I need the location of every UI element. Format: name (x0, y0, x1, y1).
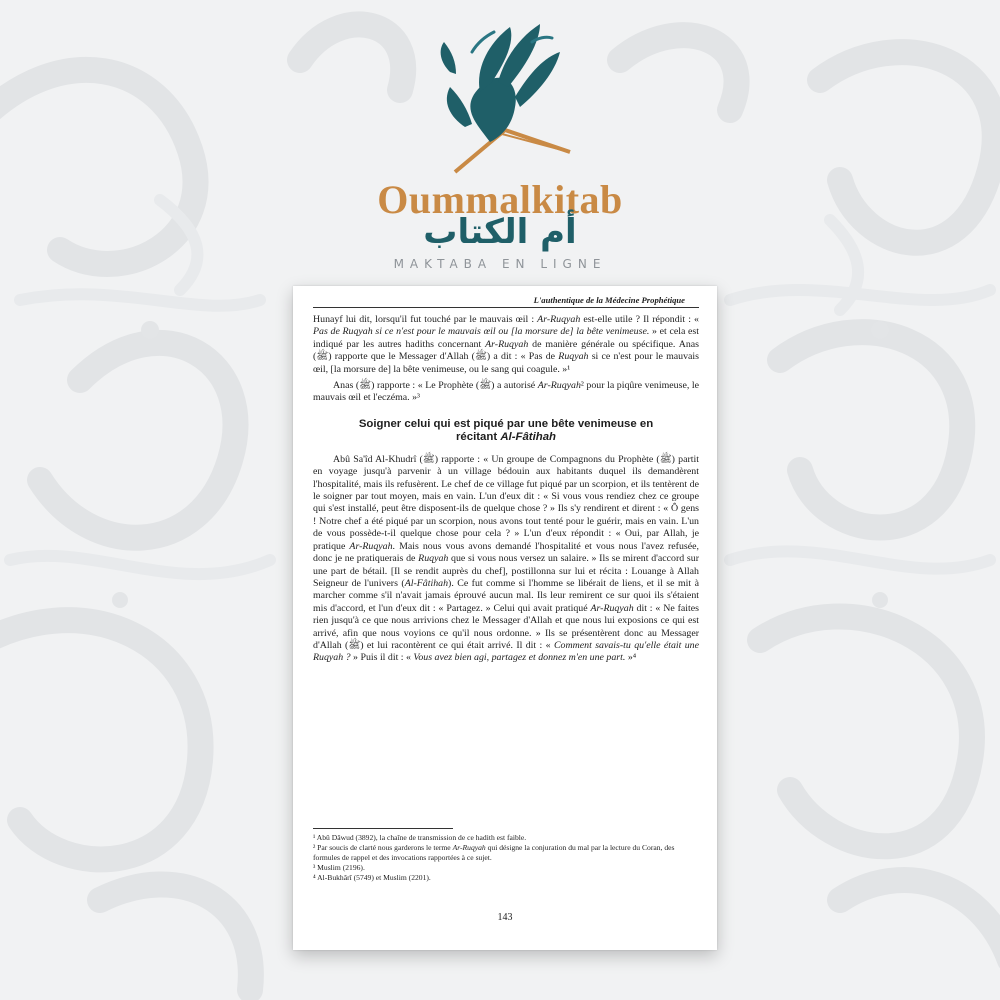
footnote-rule (313, 828, 453, 829)
heading-prefix: récitant (456, 430, 501, 443)
section-heading-line2 (323, 431, 689, 444)
body-paragraph: Anas (ﷺ) rapporte : « Le Prophète (ﷺ) a autorisé Ar-Ruqyah² pour la piqûre venimeuse, le mauvais œil et l'eczéma. »³ (313, 380, 699, 404)
italic-text: Ar-Ruqyah (349, 540, 393, 552)
italic-text: Ar-Ruqyah (537, 314, 581, 325)
footnote: ² Par soucis de clarté nous garderons le terme Ar-Ruqyah qui désigne la conjuration du mal par la lecture du Coran, des formules de rappel et des invocations rapportées à ce sujet. (313, 843, 675, 862)
italic-text: Ar-Ruqyah (452, 843, 486, 852)
brand-name-latin: Oummalkitab (377, 177, 623, 222)
italic-text: Vous avez bien agi, partagez et donnez m'en une part. (413, 652, 626, 664)
calligraphy-logo-icon (420, 12, 580, 182)
brand-subtitle: MAKTABA EN LIGNE (393, 257, 607, 271)
body-paragraph: Hunayf lui dit, lorsqu'il fut touché par le mauvais œil : Ar-Ruqyah est-elle utile ? Il répondit : « Pas de Ruqyah si ce n'est pour le mauvais œil ou [la morsure de] la bête venimeuse. » et cela est indiqué par les autres hadiths concernant Ar-Ruqyah de manière générale ou spécifique. Anas (ﷺ) rapporte que le Messager d'Allah (ﷺ) a dit : « Pas de Ruqyah si ce n'est pour le mauvais œil, [la morsure de] la bête venimeuse, ou le sang qui coagule. »¹ (313, 314, 699, 375)
footnote: ⁴ Al-Bukhârî (5749) et Muslim (2201). (313, 873, 431, 882)
section-heading-line1: Soigner celui qui est piqué par une bête venimeuse en (358, 417, 654, 430)
italic-text: Pas de Ruqyah si ce n'est pour le mauvais œil ou [la morsure de] la bête venimeuse. (313, 326, 650, 338)
italic-text: Al-Fâtihah (404, 577, 449, 589)
logo-area (0, 0, 1000, 290)
italic-text: Ar-Ruqyah (485, 338, 529, 350)
story-paragraph: Abû Sa'îd Al-Khudrî (ﷺ) rapporte : « Un groupe de Compagnons du Prophète (ﷺ) partit en voyage jusqu'à parvenir à un village bédouin aux habitants duquel ils demandèrent l'hospitalité, mais ils refusèrent. Le chef de ce village fut piqué par un scorpion, et ils tentèrent de le soigner par tout moyen, mais en vain. L'un d'eux dit : « Si vous vous rendiez chez ce groupe qui s'est installé, peut être disposent-ils de quelque chose ? » Ils s'y rendirent et dirent : « Ô gens ! Notre chef a été piqué par un scorpion, nous avons tout tenté pour le guérir, mais en vain. L'un de vous possède-t-il quelque chose pour cela ? » L'un d'eux répondit : « Oui, par Allah, je pratique Ar-Ruqyah. Mais nous vous avons demandé l'hospitalité et vous nous l'avez refusée, donc je ne pratiquerais de Ruqyah que si vous nous versez un salaire. » Ils se mirent d'accord sur une part de bétail. [Il se rendit auprès du chef], postillonna sur lui et récita : Louange à Allah Seigneur de l'univers (Al-Fâtihah). Ce fut comme si l'homme se libérait de liens, et il se mit à marcher comme s'il n'avait jamais éprouvé aucun mal. Ils leur remirent ce sur quoi ils s'étaient mis d'accord, et l'un d'eux dit : « Partagez. » Celui qui avait pratiqué Ar-Ruqyah dit : « Ne faites rien jusqu'à ce que nous arrivions chez le Messager d'Allah et que nous lui exposions ce qui est arrivé, afin que nous voyions ce qu'il nous ordonne. » Ils se présentèrent donc au Messager d'Allah (ﷺ) et lui racontèrent ce qui était arrivé. Il dit : « Comment savais-tu qu'elle était une Ruqyah ? » Puis il dit : « Vous avez bien agi, partagez et donnez m'en une part. »⁴ (313, 453, 700, 664)
running-head: L'authentique de la Médecine Prophétique (313, 295, 699, 308)
footnote: ¹ Abû Dâwud (3892), la chaîne de transmission de ce hadith est faible. (313, 833, 527, 842)
italic-text: Ruqyah (418, 553, 449, 565)
brand-name-arabic: أم الكتاب (423, 212, 577, 252)
section-heading (323, 418, 689, 444)
italic-text: Ar-Ruqyah (590, 602, 634, 614)
book-page (293, 286, 717, 950)
italic-text: Comment savais-tu qu'elle était une Ruqyah ? (313, 639, 700, 664)
italic-text: Ar-Ruqyah (537, 380, 581, 392)
italic-text: Ruqyah (558, 351, 589, 363)
footnote: ³ Muslim (2196). (313, 863, 365, 872)
footnotes (313, 828, 699, 883)
page-number: 143 (497, 912, 513, 923)
heading-italic: Al-Fâtihah (500, 430, 556, 443)
